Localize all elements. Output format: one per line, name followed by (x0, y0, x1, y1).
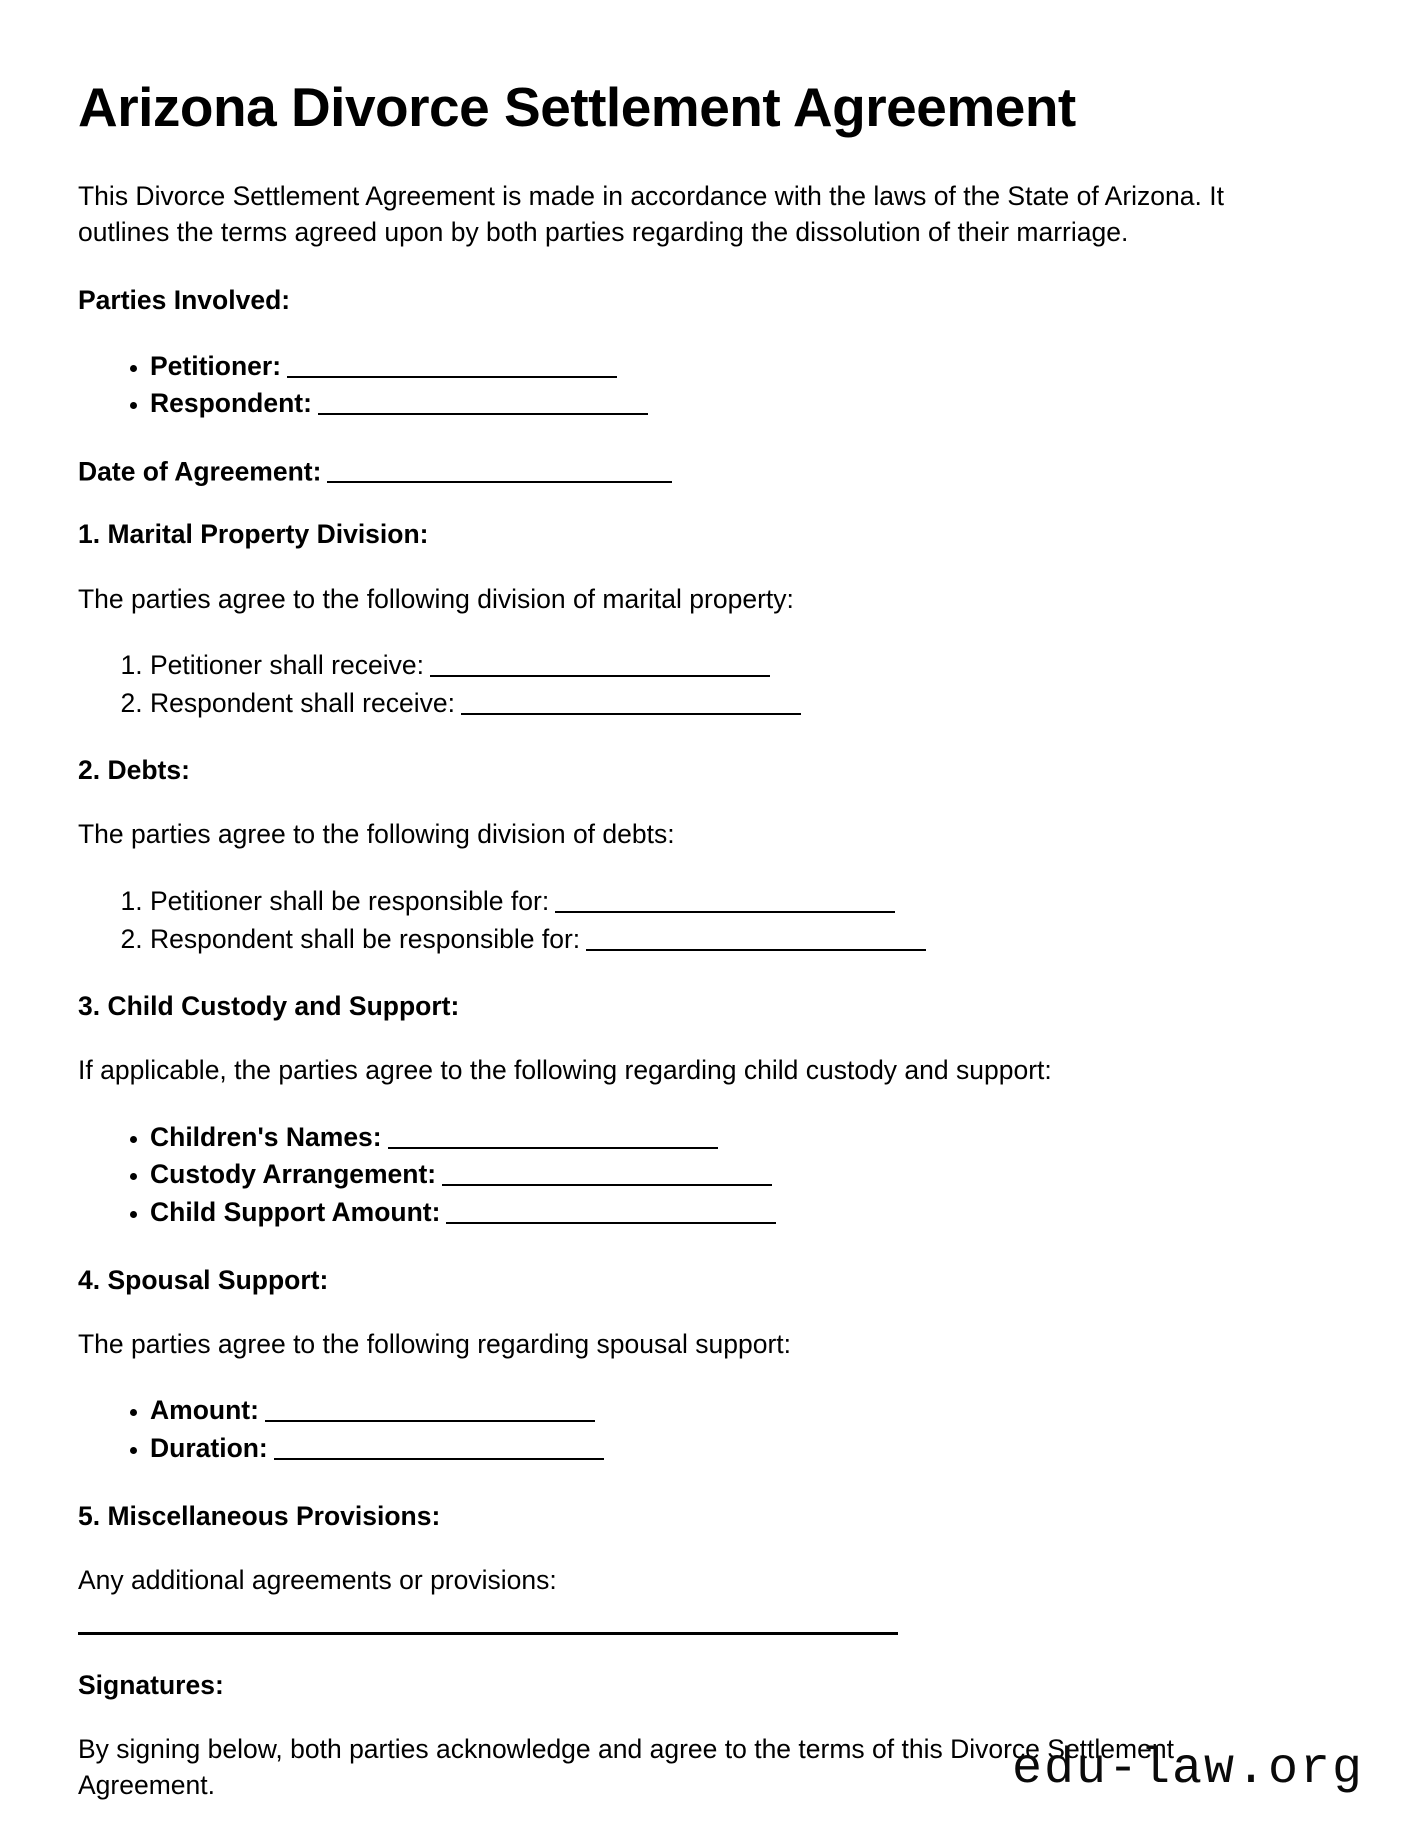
respondent-receive-label: Respondent shall receive: (150, 687, 455, 718)
date-of-agreement-blank[interactable] (327, 455, 672, 484)
custody-arrangement-blank[interactable] (442, 1158, 772, 1187)
signatures-heading: Signatures: (78, 1670, 224, 1701)
section-4-body: The parties agree to the following regarding spousal support: (78, 1328, 791, 1359)
section-1-list (78, 647, 1328, 722)
section-3-body: If applicable, the parties agree to the following regarding child custody and support: (78, 1055, 1052, 1086)
child-support-amount-blank[interactable] (446, 1196, 776, 1225)
spousal-duration-blank[interactable] (274, 1431, 604, 1460)
child-support-amount-label: Child Support Amount: (150, 1197, 441, 1228)
signatures-body: By signing below, both parties acknowledge and agree to the terms of this Divorce Settlement Agreement. (78, 1734, 1174, 1800)
list-item (150, 385, 1328, 423)
respondent-receive-blank[interactable] (461, 686, 801, 715)
section-1-body: The parties agree to the following division of marital property: (78, 583, 794, 614)
page-title: Arizona Divorce Settlement Agreement (78, 76, 1076, 138)
petitioner-receive-label: Petitioner shall receive: (150, 650, 424, 681)
custody-arrangement-label: Custody Arrangement: (150, 1159, 437, 1190)
list-item (150, 1430, 1328, 1468)
section-2-heading: 2. Debts: (78, 755, 190, 786)
section-3-heading: 3. Child Custody and Support: (78, 991, 460, 1022)
spousal-duration-label: Duration: (150, 1432, 268, 1463)
date-of-agreement-row (78, 455, 1328, 489)
respondent-label: Respondent: (150, 388, 312, 419)
petitioner-label: Petitioner: (150, 350, 282, 381)
petitioner-debt-blank[interactable] (555, 884, 895, 913)
section-2-list (78, 883, 1328, 958)
section-4-list (78, 1392, 1328, 1467)
childrens-names-blank[interactable] (388, 1120, 718, 1149)
list-item (150, 1156, 1328, 1194)
spousal-amount-label: Amount: (150, 1395, 259, 1426)
list-item (150, 1194, 1328, 1232)
petitioner-blank[interactable] (287, 349, 617, 378)
section-5-body: Any additional agreements or provisions: (78, 1564, 557, 1595)
list-item (150, 1119, 1328, 1157)
respondent-debt-label: Respondent shall be responsible for: (150, 923, 581, 954)
section-1-heading: 1. Marital Property Division: (78, 519, 429, 550)
additional-provisions-rule[interactable] (78, 1632, 898, 1635)
respondent-debt-blank[interactable] (586, 922, 926, 951)
list-item (150, 1392, 1328, 1430)
date-of-agreement-label: Date of Agreement: (78, 456, 322, 487)
petitioner-debt-label: Petitioner shall be responsible for: (150, 885, 550, 916)
section-3-list (78, 1119, 1328, 1232)
list-item (150, 348, 1328, 386)
respondent-blank[interactable] (318, 387, 648, 416)
spousal-amount-blank[interactable] (265, 1394, 595, 1423)
section-2-body: The parties agree to the following division of debts: (78, 819, 675, 850)
section-4-heading: 4. Spousal Support: (78, 1264, 329, 1295)
childrens-names-label: Children's Names: (150, 1121, 382, 1152)
list-item (150, 921, 1328, 959)
parties-involved-heading: Parties Involved: (78, 285, 291, 316)
list-item (150, 883, 1328, 921)
list-item (150, 647, 1328, 685)
parties-list (78, 348, 1328, 423)
section-5-heading: 5. Miscellaneous Provisions: (78, 1500, 441, 1531)
intro-paragraph: This Divorce Settlement Agreement is made in accordance with the laws of the State of Arizona. It outlines the terms agreed upon by both parties regarding the dissolution of their marriage. (78, 181, 1224, 247)
petitioner-receive-blank[interactable] (430, 649, 770, 678)
watermark: edu-law.org (1011, 1741, 1364, 1798)
list-item (150, 685, 1328, 723)
